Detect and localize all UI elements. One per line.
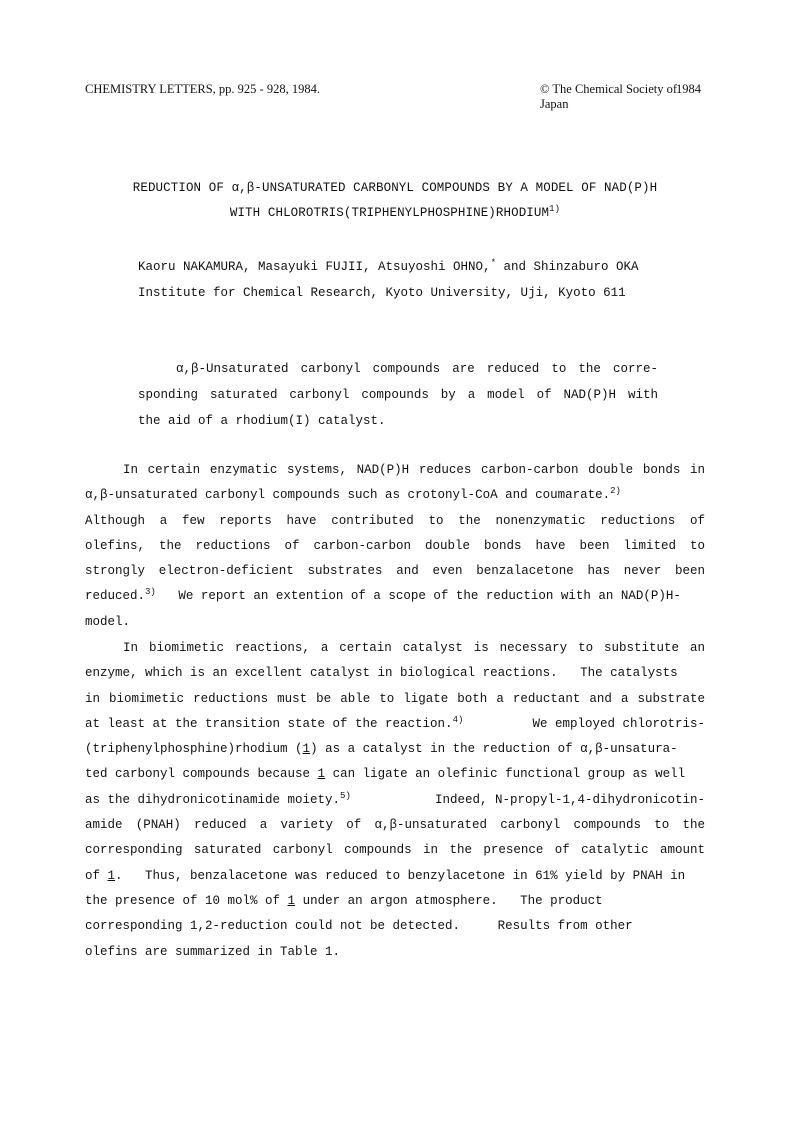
text-line [85, 483, 705, 508]
text-span: under an argon atmosphere. The product [295, 893, 603, 908]
corresponding-author-mark: * [490, 258, 496, 269]
text-line: olefins are summarized in Table 1. [85, 944, 341, 959]
text-span: of [85, 868, 108, 883]
author-names: Kaoru NAKAMURA, Masayuki FUJII, Atsuyoshi OHNO, [138, 260, 491, 274]
text-span: reduced. [85, 589, 146, 604]
text-line: strongly electron-deficient substrates and even benzalacetone has never been [85, 564, 705, 579]
abstract-line: the aid of a rhodium(I) catalyst. [138, 414, 386, 428]
header-year: 1984 [676, 82, 701, 96]
text-line: amide (PNAH) reduced a variety of α,β-unsaturated carbonyl compounds to the [85, 818, 705, 833]
text-line: In biomimetic reactions, a certain catalyst is necessary to substitute an [123, 641, 705, 655]
footnote-ref: 2) [610, 486, 621, 497]
text-line: Although a few reports have contributed to the nonenzymatic reductions of [85, 513, 705, 528]
paper-title-line-2 [85, 206, 705, 220]
abstract-line: sponding saturated carbonyl compounds by a model of NAD(P)H with [138, 388, 658, 402]
footnote-ref: 1) [549, 204, 561, 215]
text-line [85, 584, 705, 609]
text-line [85, 737, 705, 762]
footnote-ref: 4) [452, 714, 464, 725]
text-span: the presence of 10 mol% of [85, 893, 288, 908]
text-line [85, 762, 705, 787]
text-line: model. [85, 614, 131, 629]
footnote-ref: 3) [145, 587, 156, 598]
text-span: Indeed, N-propyl-1,4-dihydronicotin- [434, 792, 705, 807]
text-line: olefins, the reductions of carbon-carbon double bonds have been limited to [85, 538, 705, 553]
text-span: α,β-unsaturated carbonyl compounds such as crotonyl-CoA and coumarate. [85, 488, 611, 503]
text-span: at least at the transition state of the reaction. [85, 716, 453, 731]
text-line: In certain enzymatic systems, NAD(P)H reduces carbon-carbon double bonds in [123, 463, 705, 477]
text-line [85, 864, 705, 889]
text-line [85, 712, 705, 737]
footnote-ref: 5) [340, 790, 351, 801]
text-line [85, 788, 705, 813]
text-span: We report an extention of a scope of the reduction with an NAD(P)H- [178, 589, 681, 604]
journal-citation: CHEMISTRY LETTERS, pp. 925 - 928, 1984. [85, 82, 320, 96]
copyright-notice: © The Chemical Society of Japan [540, 82, 678, 111]
text-line: in biomimetic reductions must be able to ligate both a reductant and a substrate [85, 691, 705, 706]
text-line: corresponding 1,2-reduction could not be detected. Results from other [85, 919, 633, 934]
text-span: as the dihydronicotinamide moiety. [85, 792, 341, 807]
paper-title-line-1: REDUCTION OF α,β-UNSATURATED CARBONYL COMPOUNDS BY A MODEL OF NAD(P)H [132, 181, 658, 195]
compound-number: 1 [317, 767, 326, 782]
text-span [85, 788, 351, 813]
text-span: (triphenylphosphine)rhodium ( [85, 742, 303, 757]
author-list [138, 260, 639, 274]
text-line: enzyme, which is an excellent catalyst in biological reactions. The catalysts [85, 666, 678, 681]
compound-number: 1 [287, 893, 296, 908]
text-span [85, 889, 603, 914]
running-header [85, 82, 705, 111]
affiliation: Institute for Chemical Research, Kyoto University, Uji, Kyoto 611 [138, 286, 626, 300]
abstract-line: α,β-Unsaturated carbonyl compounds are reduced to the corre- [176, 362, 658, 376]
text-line [85, 889, 705, 914]
text-span [85, 737, 678, 762]
text-span [85, 712, 463, 737]
paragraph-2 [85, 636, 705, 965]
text-span: . Thus, benzalacetone was reduced to benzylacetone in 61% yield by PNAH in [115, 868, 686, 883]
compound-number: 1 [107, 868, 116, 883]
text-span: We employed chlorotris- [532, 716, 705, 731]
text-span: ) as a catalyst in the reduction of α,β-unsatura- [310, 742, 678, 757]
text-span: can ligate an olefinic functional group as well [325, 767, 686, 782]
text-span: ted carbonyl compounds because [85, 767, 318, 782]
paper-title-text: WITH CHLOROTRIS(TRIPHENYLPHOSPHINE)RHODIUM [229, 206, 550, 220]
text-line: corresponding saturated carbonyl compounds in the presence of catalytic amount [85, 843, 705, 858]
paragraph-1 [85, 458, 705, 635]
abstract [138, 356, 658, 434]
compound-number: 1 [302, 742, 311, 757]
author-names-rest: and Shinzaburo OKA [495, 260, 639, 274]
